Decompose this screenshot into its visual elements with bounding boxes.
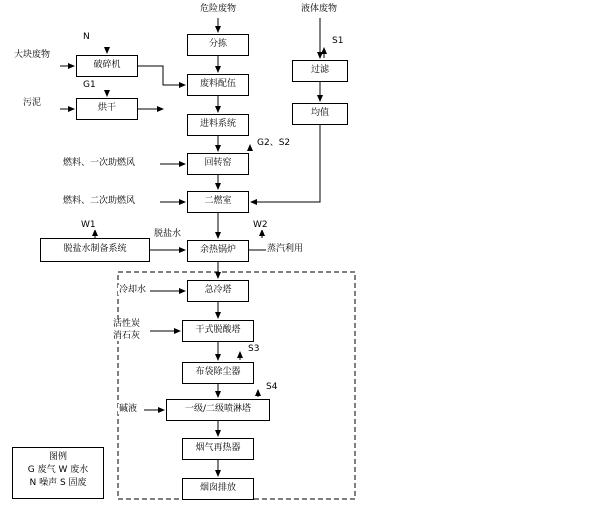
label-jianye: 碱液 bbox=[119, 404, 138, 414]
node-dakuai-feiwu: 大块废物 bbox=[4, 46, 60, 66]
label-lengqueshui: 冷却水 bbox=[119, 285, 147, 295]
node-tuoyanshui-xitong: 脱盐水制备系统 bbox=[40, 238, 150, 262]
label-g2-s2: G2、S2 bbox=[257, 138, 291, 148]
tail-gas-section-boundary bbox=[118, 272, 355, 499]
label-n: N bbox=[83, 32, 90, 42]
legend-line-2: N 噪声 S 固废 bbox=[29, 478, 87, 489]
legend-title: 图例 bbox=[48, 452, 67, 462]
node-feiliao-peiwu: 废料配伍 bbox=[187, 74, 249, 96]
label-ranliao-yici: 燃料、一次助燃风 bbox=[63, 158, 136, 168]
node-yeti-feiwu: 液体废物 bbox=[288, 2, 350, 18]
node-jilengta: 急冷塔 bbox=[187, 280, 249, 302]
node-yanqi-zaireqi: 烟气再热器 bbox=[182, 438, 254, 460]
legend-box bbox=[12, 447, 104, 499]
legend-line-1: G 废气 W 废水 bbox=[27, 465, 89, 476]
label-w2: W2 bbox=[253, 220, 268, 230]
label-ranliao-erci: 燃料、二次助燃风 bbox=[63, 196, 136, 206]
label-g1: G1 bbox=[83, 80, 96, 90]
node-penlinta: 一级/二级喷淋塔 bbox=[166, 399, 270, 421]
label-s1: S1 bbox=[332, 36, 344, 46]
node-erranshi: 二燃室 bbox=[187, 191, 249, 213]
label-s3: S3 bbox=[248, 344, 260, 354]
node-posuiji: 破碎机 bbox=[76, 55, 138, 77]
node-yancong-paifang: 烟囱排放 bbox=[182, 478, 254, 500]
label-w1: W1 bbox=[81, 220, 96, 230]
node-guolv: 过滤 bbox=[292, 60, 348, 82]
node-huizhuanyao: 回转窑 bbox=[187, 153, 249, 175]
node-honggan: 烘干 bbox=[76, 98, 138, 120]
node-budai-chuchenqi: 布袋除尘器 bbox=[182, 362, 254, 384]
node-ganshi-tuosuanta: 干式脱酸塔 bbox=[182, 320, 254, 342]
node-weixian-feiwu: 危险废物 bbox=[187, 2, 249, 18]
label-zhengqi-liyong: 蒸汽利用 bbox=[267, 244, 304, 254]
node-wuni: 污泥 bbox=[4, 94, 60, 114]
label-xiaoshihui: 消石灰 bbox=[113, 331, 141, 341]
node-yure-guolu: 余热锅炉 bbox=[187, 240, 249, 262]
node-fenjian: 分拣 bbox=[187, 34, 249, 56]
label-huoxingtan: 活性炭 bbox=[113, 319, 141, 329]
label-s4: S4 bbox=[266, 382, 278, 392]
node-junzhi: 均值 bbox=[292, 103, 348, 125]
node-jinliao-xitong: 进料系统 bbox=[187, 114, 249, 136]
label-tuoyanshui: 脱盐水 bbox=[154, 229, 182, 239]
